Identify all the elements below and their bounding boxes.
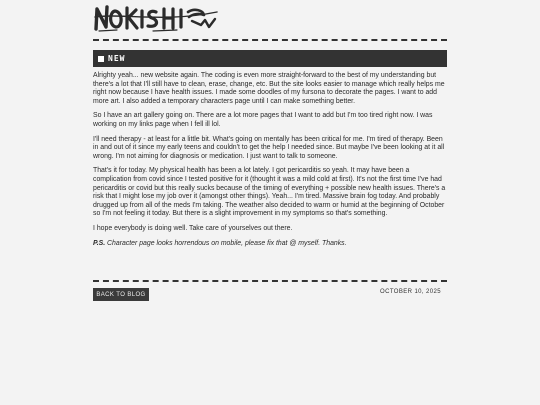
footer-divider xyxy=(93,280,447,282)
post-heading-bar xyxy=(93,50,447,67)
post-heading: NEW xyxy=(108,54,126,63)
post-paragraph: I hope everybody is doing well. Take care of yourselves out there. xyxy=(93,224,293,232)
back-to-blog-button[interactable]: BACK TO BLOG xyxy=(93,288,149,301)
post-paragraph: So I have an art gallery going on. There are a lot more pages that I want to add but I'm too tired right now. I was working on my links page when I fell ill lol. xyxy=(93,112,433,128)
ps-text: Character page looks horrendous on mobile, please fix that @ myself. Thanks. xyxy=(105,239,347,247)
site-logo[interactable] xyxy=(93,3,221,33)
ps-label: P.S. xyxy=(93,239,106,247)
post-body xyxy=(93,72,447,254)
square-bullet-icon xyxy=(98,56,104,62)
post-paragraph: That's it for today. My physical health has been a lot lately. I got pericarditis so yeah. It may have been a complication from covid since I tested positive for it (thought it was a mild cold at first). It's not the first time I've had pericarditis or covid but this really sucks because of the timing of everything + possible new health issues. There's a risk that I might lose my job over it (amongst other things). Yeah... I'm tired. Massive brain fog today. And probably drugged up from all of the meds I'm taking. The weather also decided to warm or humid at the beginning of October so I'm not feeling it today. But there is a slight improvement in my symptoms so that's something. xyxy=(93,167,446,218)
post-ps xyxy=(93,240,447,249)
post-date: OCTOBER 10, 2025 xyxy=(380,289,441,295)
post-paragraph: Alrighty yeah... new website again. The coding is even more straight-forward to the best of my understanding but there's a lot that I'll still have to clean, erase, change, etc. But the site looks easier to manage which really helps me right now because I have health issues. I made some doodles of my fursona to decorate the pages. I want to add more art. I also added a temporary characters page until I can make something better. xyxy=(93,72,445,105)
header-divider xyxy=(93,39,447,41)
post-paragraph: I'll need therapy - at least for a little bit. What's going on mentally has been critical for me. I'm tired of therapy. Been in and out of it since my early teens and couldn't to get the help I needed since. But maybe I've been looking at it all wrong. I'm not aiming for diagnosis or medication. I just want to talk to someone. xyxy=(93,135,445,160)
